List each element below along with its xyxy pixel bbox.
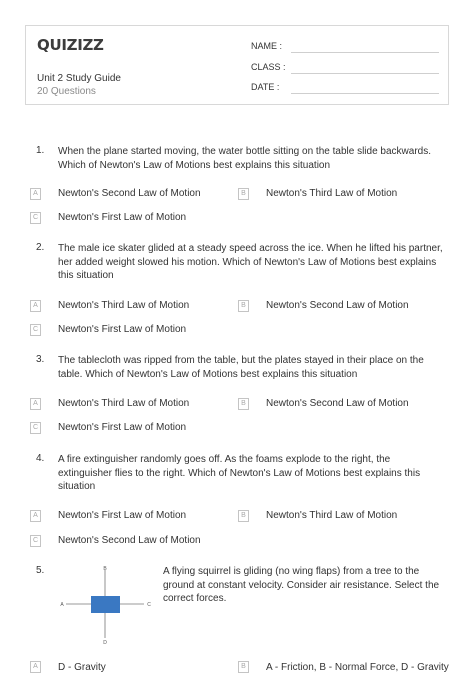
option-text[interactable]: Newton's Third Law of Motion bbox=[58, 300, 190, 311]
class-label: CLASS : bbox=[251, 62, 286, 72]
option-text[interactable]: Newton's Second Law of Motion bbox=[266, 300, 409, 311]
quizizz-logo: QUIZIZZ bbox=[37, 36, 104, 54]
question-number: 5. bbox=[36, 565, 45, 576]
question-number: 3. bbox=[36, 354, 45, 365]
question-text: The male ice skater glided at a steady speed across the ice. When he lifted his partner, her added weight slowed his motion. Which of Newton's Law of Motions best explains this situation bbox=[58, 243, 443, 282]
force-label-bottom: D bbox=[103, 640, 107, 646]
option-text[interactable]: Newton's Third Law of Motion bbox=[58, 398, 190, 409]
force-diagram bbox=[58, 566, 154, 646]
name-field[interactable] bbox=[291, 52, 439, 53]
object-box bbox=[91, 596, 120, 613]
option-letter-box[interactable]: A bbox=[30, 398, 41, 410]
force-label-left: A bbox=[60, 602, 64, 608]
option-letter-box[interactable]: B bbox=[238, 510, 249, 522]
option-letter-box[interactable]: B bbox=[238, 398, 249, 410]
option-letter-box[interactable]: A bbox=[30, 510, 41, 522]
question-number: 1. bbox=[36, 145, 45, 156]
option-letter-box[interactable]: B bbox=[238, 300, 249, 312]
option-letter-box[interactable]: C bbox=[30, 422, 41, 434]
option-text[interactable]: Newton's First Law of Motion bbox=[58, 422, 187, 433]
worksheet-title: Unit 2 Study Guide bbox=[37, 73, 121, 84]
option-letter-box[interactable]: B bbox=[238, 188, 249, 200]
option-letter-box[interactable]: C bbox=[30, 324, 41, 336]
option-text[interactable]: Newton's Third Law of Motion bbox=[266, 188, 398, 199]
question-count: 20 Questions bbox=[37, 86, 96, 97]
question-text: The tablecloth was ripped from the table, but the plates stayed in their place on the table. Which of Newton's Law of Motions best explains this situation bbox=[58, 355, 424, 380]
question-number: 4. bbox=[36, 453, 45, 464]
question-text: When the plane started moving, the water bottle sitting on the table slide backwards. Which of Newton's Law of Motions best explains this situation bbox=[58, 146, 431, 171]
option-letter-box[interactable]: C bbox=[30, 535, 41, 547]
option-text[interactable]: Newton's First Law of Motion bbox=[58, 212, 187, 223]
worksheet-header bbox=[25, 25, 449, 105]
option-letter-box[interactable]: A bbox=[30, 661, 41, 673]
option-letter-box[interactable]: B bbox=[238, 661, 249, 673]
option-letter-box[interactable]: C bbox=[30, 212, 41, 224]
name-label: NAME : bbox=[251, 41, 283, 51]
option-text[interactable]: Newton's First Law of Motion bbox=[58, 324, 187, 335]
question-text: A flying squirrel is gliding (no wing flaps) from a tree to the ground at constant velocity. Consider air resistance. Select the correct forces. bbox=[163, 566, 440, 605]
class-field[interactable] bbox=[291, 73, 439, 74]
force-label-right: C bbox=[147, 602, 151, 608]
option-text[interactable]: Newton's Third Law of Motion bbox=[266, 510, 398, 521]
option-text[interactable]: A - Friction, B - Normal Force, D - Gravity bbox=[266, 662, 449, 673]
date-field[interactable] bbox=[291, 93, 439, 94]
option-text[interactable]: D - Gravity bbox=[58, 662, 106, 673]
question-text: A fire extinguisher randomly goes off. As the foams explode to the right, the extinguisher flies to the right. Which of Newton's Law of Motions best explains this situation bbox=[58, 454, 421, 493]
date-label: DATE : bbox=[251, 82, 280, 92]
question-number: 2. bbox=[36, 242, 45, 253]
force-label-top: B bbox=[103, 566, 107, 572]
option-letter-box[interactable]: A bbox=[30, 300, 41, 312]
option-text[interactable]: Newton's Second Law of Motion bbox=[58, 188, 201, 199]
option-letter-box[interactable]: A bbox=[30, 188, 41, 200]
option-text[interactable]: Newton's Second Law of Motion bbox=[58, 535, 201, 546]
option-text[interactable]: Newton's First Law of Motion bbox=[58, 510, 187, 521]
option-text[interactable]: Newton's Second Law of Motion bbox=[266, 398, 409, 409]
